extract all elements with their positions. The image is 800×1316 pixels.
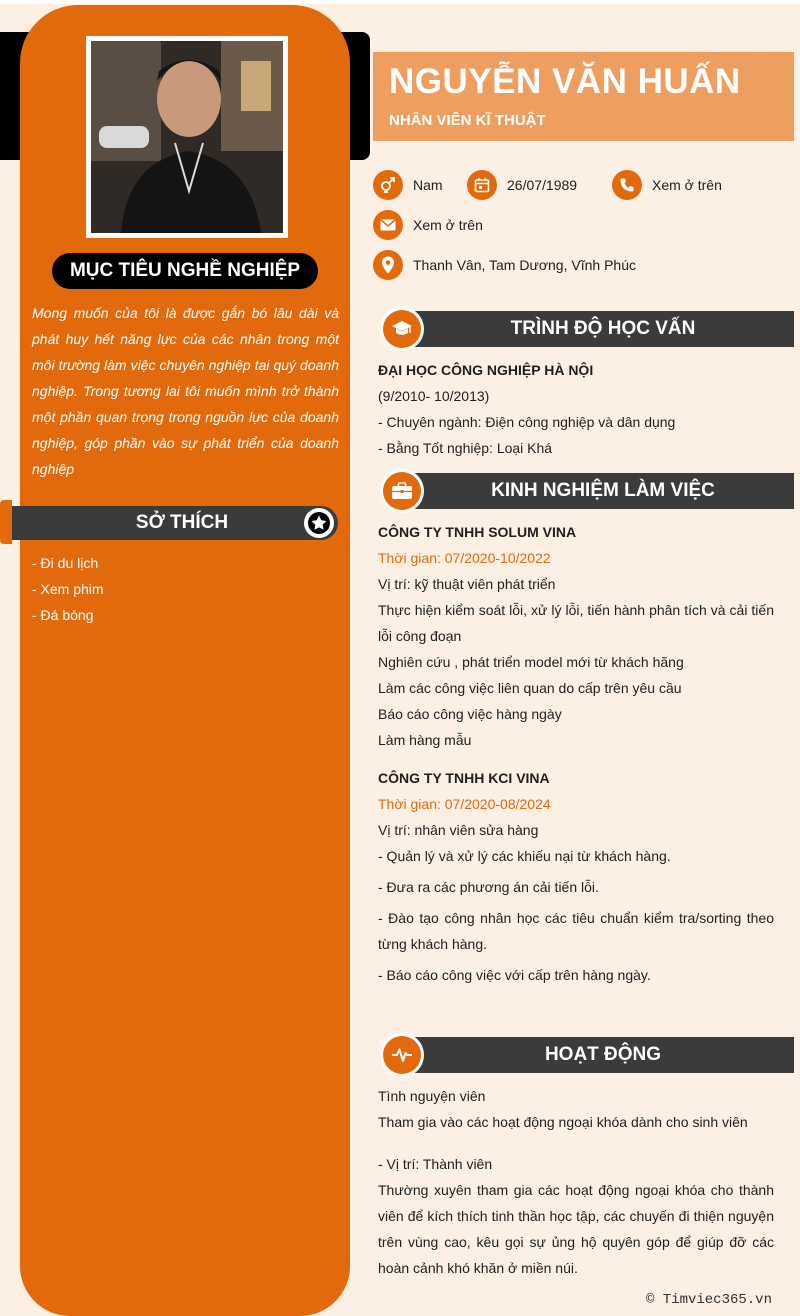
company-name: CÔNG TY TNHH KCI VINA — [378, 770, 550, 786]
calendar-icon — [467, 170, 497, 200]
footer-credit: © Timviec365.vn — [645, 1292, 772, 1308]
company-name: CÔNG TY TNHH SOLUM VINA — [378, 524, 577, 540]
activities-icon-wrap — [380, 1033, 424, 1077]
activities-content — [378, 1083, 774, 1281]
hobbies-heading: SỞ THÍCH — [135, 512, 229, 533]
phone-value: Xem ở trên — [652, 177, 722, 193]
job-line: Làm các công việc liên quan do cấp trên yêu cầu — [378, 680, 682, 696]
job-line: - Báo cáo công việc với cấp trên hàng ngày. — [378, 967, 651, 983]
school-name: ĐẠI HỌC CÔNG NGHIỆP HÀ NỘI — [378, 362, 594, 378]
sidebar — [20, 5, 350, 1316]
hobbies-header — [12, 506, 338, 540]
top-line — [0, 0, 800, 4]
job-time: Thời gian: 07/2020-08/2024 — [378, 796, 551, 812]
job-line: Nghiên cứu , phát triển model mới từ khách hãng — [378, 654, 684, 670]
activity-line: Thường xuyên tham gia các hoạt động ngoại khóa cho thành viên để kích thích tinh thần học tập, các chuyến đi thiện nguyện trên vùng cao, kêu gọi sự ủng hộ quyên góp để giúp đỡ các hoàn cảnh khó khăn ở miền núi. — [378, 1182, 774, 1276]
mail-icon — [373, 210, 403, 240]
education-heading: TRÌNH ĐỘ HỌC VẤN — [412, 311, 794, 347]
job-1 — [378, 519, 774, 753]
job-line: Báo cáo công việc hàng ngày — [378, 706, 562, 722]
email-info — [373, 210, 483, 240]
job-line: - Đào tạo công nhân học các tiêu chuẩn kiểm tra/sorting theo từng khách hàng. — [378, 910, 774, 952]
phone-info — [612, 170, 722, 200]
education-period: (9/2010- 10/2013) — [378, 388, 490, 404]
activity-line: - Vị trí: Thành viên — [378, 1156, 493, 1172]
gender-icon — [373, 170, 403, 200]
graduation-cap-icon — [383, 310, 421, 348]
hobby-item: - Đá bóng — [32, 607, 94, 623]
education-icon-wrap — [380, 307, 424, 351]
email-value: Xem ở trên — [413, 217, 483, 233]
candidate-name: NGUYỄN VĂN HUẤN — [389, 62, 741, 101]
dob-info — [467, 170, 577, 200]
objective-text: Mong muốn của tôi là được gắn bó lâu dài và phát huy hết năng lực của các nhân trong một môi trường làm việc chuyên nghiệp tại quý doanh nghiệp. Trong tương lai tôi muốn mình trở thành một phần quan trọng trong nguồn lực của doanh nghiệp, góp phần vào sự phát triển của doanh nghiệp — [32, 305, 339, 477]
job-line: Vị trí: nhân viên sửa hàng — [378, 822, 539, 838]
hobbies-ribbon-tab — [0, 500, 12, 544]
experience-heading: KINH NGHIỆM LÀM VIỆC — [412, 473, 794, 509]
hobby-item: - Xem phim — [32, 581, 104, 597]
job-line: - Quản lý và xử lý các khiếu nại từ khách hàng. — [378, 848, 671, 864]
education-line: - Bằng Tốt nghiệp: Loại Khá — [378, 440, 553, 456]
profile-photo — [86, 36, 288, 238]
address-value: Thanh Vân, Tam Dương, Vĩnh Phúc — [413, 257, 636, 273]
job-2 — [378, 765, 774, 988]
activities-heading: HOẠT ĐỘNG — [412, 1037, 794, 1073]
briefcase-icon — [383, 472, 421, 510]
address-info — [373, 250, 636, 280]
star-icon — [304, 508, 334, 538]
job-time: Thời gian: 07/2020-10/2022 — [378, 550, 551, 566]
education-content — [378, 357, 774, 461]
job-line: Thực hiện kiểm soát lỗi, xử lý lỗi, tiến hành phân tích và cải tiến lỗi công đoạn — [378, 602, 774, 644]
location-pin-icon — [373, 250, 403, 280]
pulse-icon — [383, 1036, 421, 1074]
job-title: NHÂN VIÊN KĨ THUẬT — [389, 112, 546, 129]
job-line: - Đưa ra các phương án cải tiến lỗi. — [378, 879, 599, 895]
gender-info — [373, 170, 443, 200]
education-line: - Chuyên ngành: Điện công nghiệp và dân dụng — [378, 414, 676, 430]
name-header — [373, 52, 794, 141]
activity-line: Tham gia vào các hoạt động ngoại khóa dành cho sinh viên — [378, 1114, 748, 1130]
experience-icon-wrap — [380, 469, 424, 513]
hobby-item: - Đi du lịch — [32, 555, 99, 571]
job-line: Làm hàng mẫu — [378, 732, 472, 748]
phone-icon — [612, 170, 642, 200]
activity-line: Tình nguyện viên — [378, 1088, 486, 1104]
hobbies-list — [32, 550, 104, 628]
job-line: Vị trí: kỹ thuật viên phát triển — [378, 576, 556, 592]
gender-value: Nam — [413, 177, 443, 193]
objective-heading: MỤC TIÊU NGHỀ NGHIỆP — [52, 253, 318, 289]
dob-value: 26/07/1989 — [507, 177, 578, 193]
